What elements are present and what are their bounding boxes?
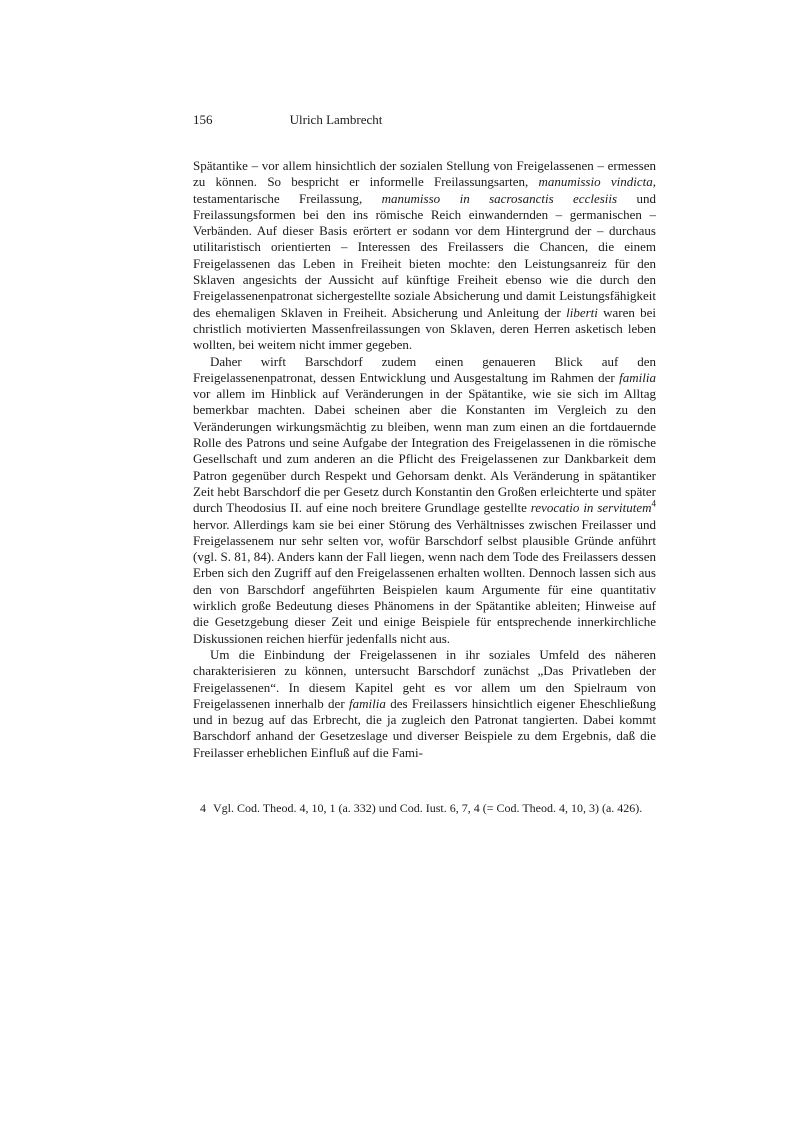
- paragraph-1: Spätantike – vor allem hinsichtlich der sozialen Stellung von Freigelassenen – ermessen zu können. So bespricht er informelle Freilassungsarten, manumissio vindicta, testamentarische Freilassung, manumisso in sacrosanctis ecclesiis und Freilassungsformen bei den ins römische Reich einwandernden – germanischen – Verbänden. Auf dieser Basis erörtert er sodann vor dem Hintergrund der – durchaus utilitaristisch orientierten – Interessen des Freilassers die Chancen, die einem Freigelassenen das Leben in Freiheit bieten mochte: den Leistungsanreiz für den Sklaven angesichts der Aussicht auf künftige Freiheit ebenso wie die durch den Freigelassenenpatronat sichergestellte soziale Absicherung und damit Leistungsfähigkeit des ehemaligen Sklaven in Freiheit. Absicherung und Anleitung der liberti waren bei christlich motivierten Massenfreilassungen von Sklaven, deren Herren asketisch leben wollten, bei weitem nicht immer gegeben.: [193, 158, 656, 353]
- running-head: Ulrich Lambrecht: [289, 112, 383, 127]
- body-text: [193, 158, 656, 761]
- paragraph-2: Daher wirft Barschdorf zudem einen genaueren Blick auf den Freigelassenenpatronat, dessen Entwicklung und Ausgestaltung im Rahmen der familia vor allem im Hinblick auf Veränderungen in der Spätantike, wie sie sich im Alltag bemerkbar machten. Dabei scheinen aber die Konstanten im Vergleich zu den Veränderungen wirkungsmächtig zu bleiben, wenn man zum einen an die fortdauernde Rolle des Patrons und seine Aufgabe der Integration des Freigelassenen in die römische Gesellschaft und zum anderen an die Pflicht des Freigelassenen zur Dankbarkeit dem Patron gegenüber durch Respekt und Gehorsam denkt. Als Veränderung in spätantiker Zeit hebt Barschdorf die per Gesetz durch Konstantin den Großen erleichterte und später durch Theodosius II. auf eine noch breitere Grundlage gestellte revocatio in servitutem$^4$ hervor. Allerdings kam sie bei einer Störung des Verhältnisses zwischen Freilasser und Freigelassenem nur sehr selten vor, wofür Barschdorf selbst plausible Gründe anführt (vgl. S. 81, 84). Anders kann der Fall liegen, wenn nach dem Tode des Freilassers dessen Erben sich den Zugriff auf den Freigelassenen erhalten wollten. Dennoch lassen sich aus den von Barschdorf angeführten Beispielen kaum Argumente für eine quantitativ wirklich große Bedeutung dieses Phänomens in der Spätantike ableiten; Hinweise auf die Gesetzgebung dieser Zeit und einige Beispiele für entsprechende innerkirchliche Diskussionen reichen hierfür jedenfalls nicht aus.: [193, 353, 656, 646]
- page-number: 156: [193, 112, 213, 127]
- paragraph-3: Um die Einbindung der Freigelassenen in ihr soziales Umfeld des näheren charakterisieren zu können, untersucht Barschdorf zunächst „Das Privatleben der Freigelassenen“. In diesem Kapitel geht es vor allem um den Spielraum von Freigelassenen innerhalb der familia des Freilassers hinsichtlich eigener Eheschließung und in bezug auf das Erbrecht, die ja zugleich den Patronat tangierten. Dabei kommt Barschdorf anhand der Gesetzeslage und diverser Beispiele zu dem Ergebnis, daß die Freilasser erheblichen Einfluß auf die Fami-: [193, 646, 656, 760]
- page-header: [193, 112, 656, 129]
- footnote-text: Vgl. Cod. Theod. 4, 10, 1 (a. 332) und Cod. Iust. 6, 7, 4 (= Cod. Theod. 4, 10, 3) (a. 426).: [213, 800, 643, 815]
- text-block: [193, 112, 656, 816]
- footnote: [193, 801, 656, 817]
- footnote-number: 4: [200, 800, 206, 815]
